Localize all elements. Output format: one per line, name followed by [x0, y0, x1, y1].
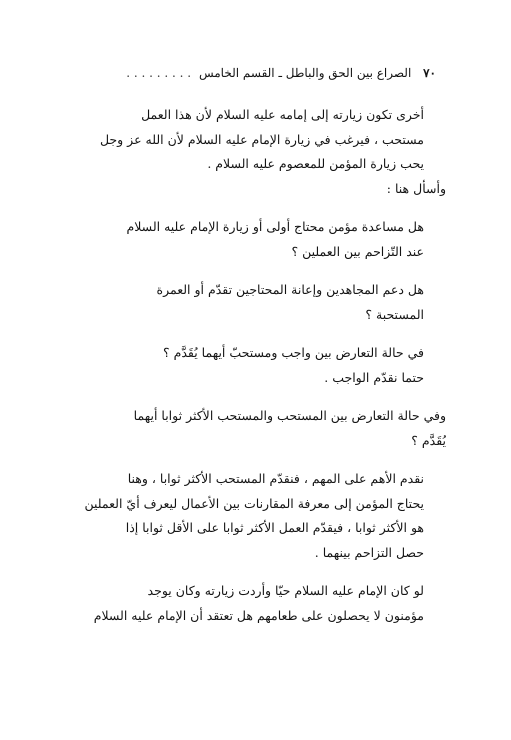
- paragraph: [64, 341, 446, 366]
- page-number: ٧٠: [423, 66, 436, 80]
- text-line: عند التّزاحم بين العملين ؟: [291, 243, 424, 259]
- paragraph: [64, 177, 446, 202]
- text-line: مستحب ، فيرغب في زيارة الإمام عليه السلام لأن الله عز وجل: [99, 131, 424, 147]
- text-line: أخرى تكون زيارته إلى إمامه عليه السلام لأن هذا العمل: [141, 107, 424, 122]
- page-body: [64, 103, 446, 628]
- text-line: يحب زيارة المؤمن للمعصوم عليه السلام .: [207, 156, 424, 171]
- paragraph: [64, 215, 446, 264]
- paragraph: [64, 278, 446, 327]
- text-line: هو الأكثر ثوابا ، فيقدّم العمل الأكثر ثوابا على الأقل ثوابا إذا: [125, 520, 424, 535]
- paragraph: [64, 404, 446, 453]
- paragraph: [64, 579, 446, 628]
- text-line: يحتاج المؤمن إلى معرفة المقارنات بين الأعمال ليعرف أيّ العملين: [84, 495, 424, 511]
- text-line: وأسأل هنا :: [386, 180, 446, 196]
- text-line: في حالة التعارض بين واجب ومستحبّ أيهما يُقَدَّم ؟: [162, 345, 424, 360]
- running-title: الصراع بين الحق والباطل ـ القسم الخامس: [198, 66, 412, 80]
- header-dots: . . . . . . . . .: [126, 66, 192, 80]
- text-line: هل دعم المجاهدين وإعانة المحتاجين تقدّم أو العمرة: [156, 282, 424, 297]
- text-line: لو كان الإمام عليه السلام حيّا وأردت زيارته وكان يوجد: [147, 583, 424, 598]
- paragraph: [64, 366, 446, 391]
- text-line: وفي حالة التعارض بين المستحب والمستحب الأكثر ثوابا أيهما: [133, 408, 446, 423]
- page-header: [96, 64, 436, 82]
- text-line: مؤمنون لا يحصلون على طعامهم هل تعتقد أن الإمام عليه السلام: [93, 607, 424, 623]
- text-line: هل مساعدة مؤمن محتاج أولى أو زيارة الإمام عليه السلام: [126, 219, 424, 234]
- text-line: نقدم الأهم على المهم ، فنقدّم المستحب الأكثر ثوابا ، وهنا: [127, 471, 424, 486]
- text-line: حصل التزاحم بينهما .: [314, 544, 424, 560]
- text-line: يُقَدَّم ؟: [411, 432, 446, 448]
- text-line: حتما نقدّم الواجب .: [324, 369, 424, 385]
- paragraph: [64, 467, 446, 565]
- text-line: المستحبة ؟: [365, 306, 424, 322]
- paragraph: [64, 103, 446, 177]
